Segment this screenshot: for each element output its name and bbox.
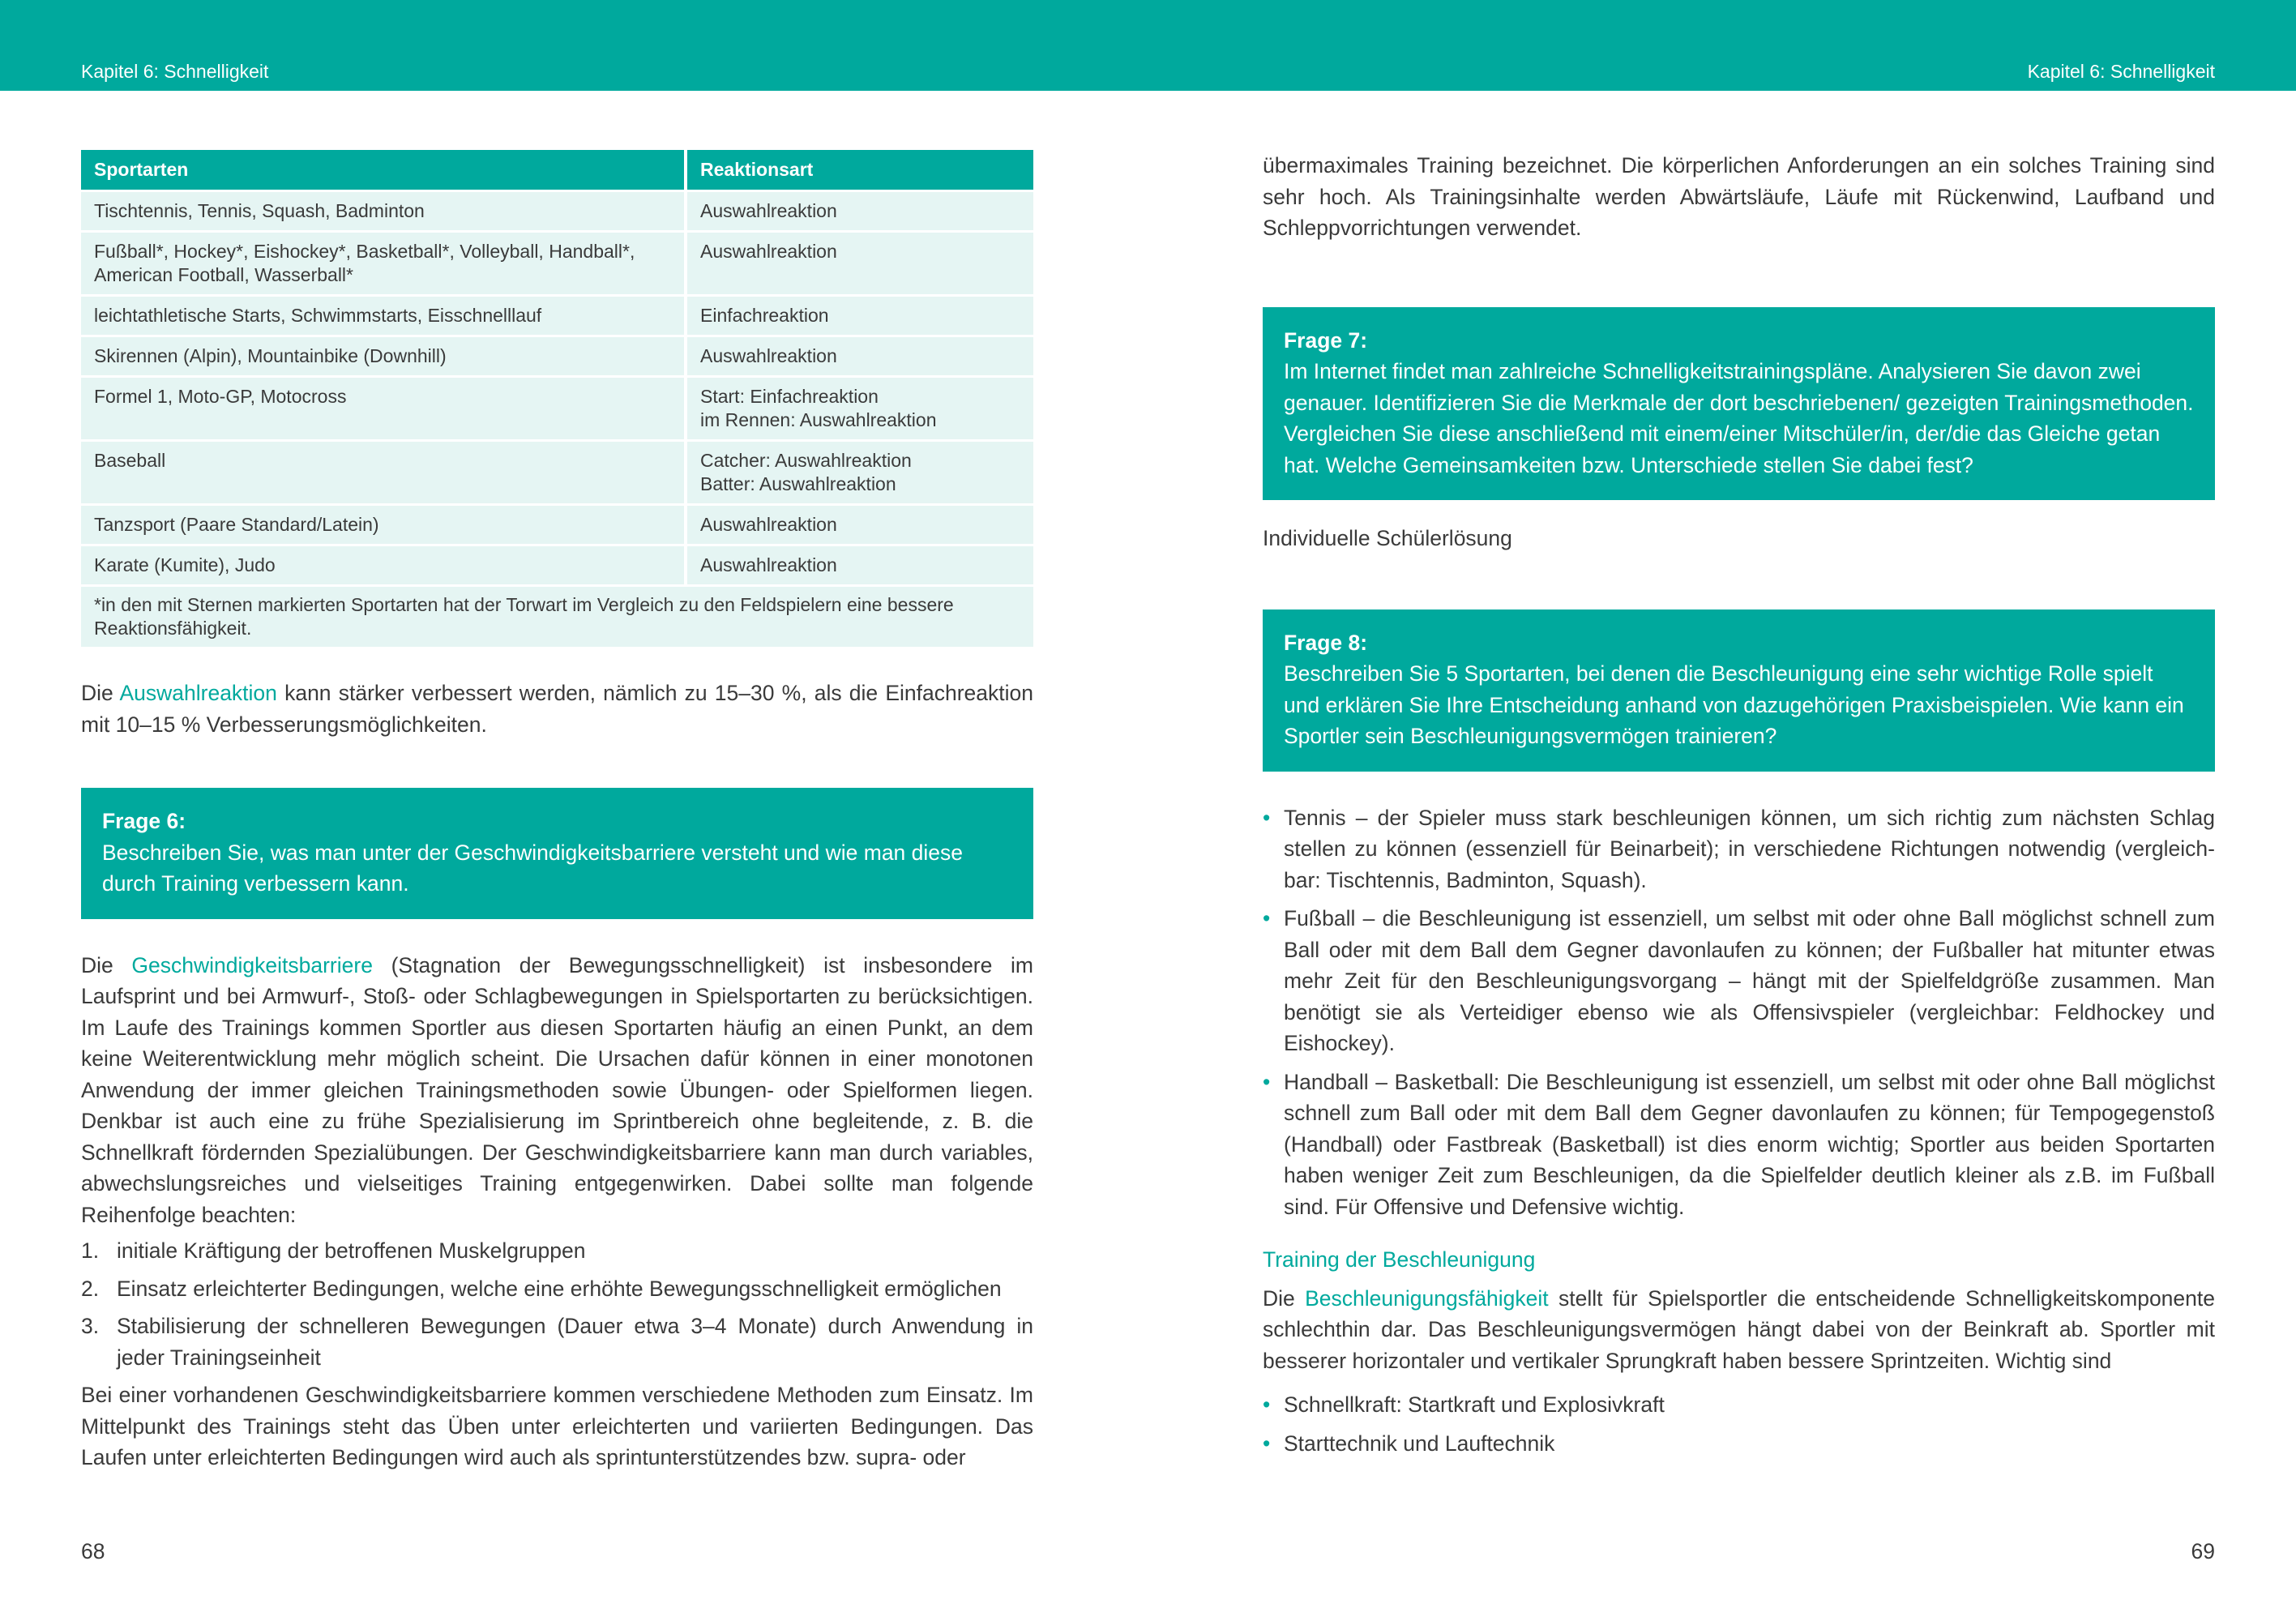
- sports-bullet-list: [1263, 802, 2215, 1223]
- answer-text-7: Individuelle Schülerlösung: [1263, 526, 1512, 550]
- training-bullet-list: [1263, 1389, 2215, 1459]
- page-number-left: 68: [81, 1539, 105, 1563]
- question-body: Beschreiben Sie, was man unter der Geschwindigkeitsbarriere versteht und wie man diese durch Training verbessern kann.: [102, 840, 964, 896]
- steps-list: [81, 1235, 1033, 1373]
- list-item: [1263, 802, 2215, 896]
- question-box-8: [1263, 609, 2215, 772]
- reaction-line: Start: Einfachreaktion: [700, 386, 879, 407]
- question-title: Frage 8:: [1284, 630, 1368, 655]
- list-text: Starttechnik und Lauftechnik: [1284, 1431, 1555, 1456]
- text-run: Die: [1263, 1285, 1306, 1311]
- table-row: [81, 441, 1033, 505]
- list-item: [81, 1235, 1033, 1267]
- table-footnote-row: [81, 586, 1033, 648]
- reaction-line: Batter: Auswahlreaktion: [700, 473, 896, 494]
- list-item: [81, 1311, 1033, 1373]
- text-run: Die: [81, 952, 132, 977]
- list-number: 1.: [81, 1238, 100, 1263]
- list-text: Fußball – die Beschleunigung ist essenziell, um selbst mit oder ohne Ball möglichst schnell zum Ball oder mit dem Ball dem Gegner davonlaufen zu können; der Fußballer hat mitunter etwas mehr Zeit für den Beschleunigungsvorgang – hängt mit der Spielfeldgröße zusammen. Man benötigt sie als Verteidiger ebenso wie als Offensivspieler (vergleichbar: Feldhockey und Eishockey).: [1284, 906, 2215, 1055]
- bullet-icon: •: [1263, 906, 1271, 930]
- list-text: Schnellkraft: Startkraft und Explosivkraft: [1284, 1392, 1665, 1417]
- list-text: Handball – Basketball: Die Beschleunigung ist essenziell, um selbst mit oder ohne Ball möglichst schnell zum Ball oder mit dem Ball dem Gegner davonlaufen zu können; für Tempogegenstoß (Handball) oder Fastbreak (Basketball) ist dies enorm wichtig; Sportler aus beiden Sportarten haben weniger Zeit zum Beschleunigen, da die Spielfelder deutlich kleiner als z.B. im Fußball sind. Für Offensive und Defensive wichtig.: [1284, 1069, 2215, 1219]
- reaction-line: Catcher: Auswahlreaktion: [700, 450, 912, 471]
- table-row: [81, 545, 1033, 586]
- sport-cell: Tanzsport (Paare Standard/Latein): [81, 505, 686, 545]
- sport-cell: Karate (Kumite), Judo: [81, 545, 686, 586]
- sport-cell: Skirennen (Alpin), Mountainbike (Downhill): [81, 336, 686, 377]
- reaction-cell: Auswahlreaktion: [686, 232, 1033, 296]
- sport-cell: Fußball*, Hockey*, Eishockey*, Basketball*, Volleyball, Handball*, American Football, Wasserball*: [81, 232, 686, 296]
- list-text: Einsatz erleichterter Bedingungen, welche eine erhöhte Bewegungsschnelligkeit ermöglichen: [117, 1276, 1002, 1301]
- table-row: [81, 232, 1033, 296]
- list-item: [1263, 1428, 2215, 1460]
- list-item: [1263, 1389, 2215, 1421]
- sport-cell: Baseball: [81, 441, 686, 505]
- bullet-icon: •: [1263, 1069, 1271, 1094]
- highlight-term: Beschleunigungsfähigkeit: [1305, 1285, 1549, 1311]
- column-header-reaction: Reaktionsart: [686, 150, 1033, 191]
- sport-cell: Formel 1, Moto-GP, Motocross: [81, 377, 686, 441]
- table-row: [81, 191, 1033, 232]
- bullet-icon: •: [1263, 1431, 1271, 1456]
- reaction-table: [81, 150, 1033, 647]
- chapter-title-left: Kapitel 6: Schnelligkeit: [81, 61, 269, 82]
- paragraph-geschwindigkeitsbarriere: [81, 950, 1033, 1231]
- question-box-6: [81, 788, 1033, 919]
- question-title: Frage 6:: [102, 809, 186, 833]
- reaction-cell: Auswahlreaktion: [686, 336, 1033, 377]
- chapter-title-right: Kapitel 6: Schnelligkeit: [2027, 61, 2215, 82]
- list-text: Tennis – der Spieler muss stark beschleunigen können, um sich richtig zum nächsten Schlag stellen zu können (essenziell für Beinarbeit); in verschiedene Richtungen notwendig (vergleichbar: Tischtennis, Badminton, Squash).: [1284, 805, 2215, 892]
- list-number: 3.: [81, 1314, 100, 1338]
- text-run: (Stagnation der Bewegungsschnelligkeit) ist insbesondere im Laufsprint und bei Armwurf-, Stoß- oder Schlagbewegungen in Spielsportarten zu berücksichtigen. Im Laufe des Trainings kommen Sportler aus diesen Sportarten häufig an einen Punkt, an dem keine Weiterentwicklung mehr möglich scheint. Die Ursachen dafür können in einer monotonen Anwendung der immer gleichen Trainingsmethoden sowie Übungen- oder Spielformen liegen. Denkbar ist auch eine zu frühe Spezialisierung im Sprintbereich ohne begleitende, z. B. die Schnellkraft fördernden Spezialübungen. Der Geschwindigkeitsbarriere kann man durch variables, abwechslungsreiches und vielseitiges Training entgegenwirken. Dabei sollte man folgende Reihenfolge beachten:: [81, 952, 1033, 1227]
- bullet-icon: •: [1263, 805, 1271, 830]
- sport-cell: Tischtennis, Tennis, Squash, Badminton: [81, 191, 686, 232]
- sport-cell: leichtathletische Starts, Schwimmstarts, Eisschnelllauf: [81, 296, 686, 336]
- text-run: stellt für Spielsportler die entscheidende Schnelligkeitskomponente schlechthin dar. Das Beschleunigungsvermögen hängt dabei von der Beinkraft ab. Sportler mit besserer horizontaler und vertikaler Sprungkraft haben bessere Sprintzeiten. Wichtig sind: [1263, 1285, 2215, 1373]
- reaction-cell: [686, 441, 1033, 505]
- highlight-term: Auswahlreaktion: [119, 681, 277, 705]
- reaction-cell: [686, 377, 1033, 441]
- table-footnote: *in den mit Sternen markierten Sportarten hat der Torwart im Vergleich zu den Feldspielern eine bessere Reaktionsfähigkeit.: [81, 586, 1033, 648]
- list-item: [1263, 1067, 2215, 1223]
- bullet-icon: •: [1263, 1392, 1271, 1417]
- text-run: kann stärker verbessert werden, nämlich zu 15–30 %, als die Einfachreaktion mit 10–15 % Verbesserungsmöglichkeiten.: [81, 681, 1033, 737]
- list-text: initiale Kräftigung der betroffenen Muskelgruppen: [117, 1238, 586, 1263]
- list-text: Stabilisierung der schnelleren Bewegungen (Dauer etwa 3–4 Monate) durch Anwendung in jeder Trainingseinheit: [117, 1314, 1033, 1370]
- table-header-row: [81, 150, 1033, 191]
- question-box-7: [1263, 307, 2215, 501]
- paragraph-methoden: Bei einer vorhandenen Geschwindigkeitsbarriere kommen verschiedene Methoden zum Einsatz. Im Mittelpunkt des Trainings steht das Üben unter erleichterten und variierten Bedingungen. Das Laufen unter erleichterten Bedingungen wird auch als sprintunterstützendes bzw. supra- oder: [81, 1383, 1033, 1469]
- header-bar: [0, 0, 2296, 91]
- question-body: Im Internet findet man zahlreiche Schnelligkeitstrainingspläne. Analysieren Sie davon zwei genauer. Identifizieren Sie die Merkmale der dort beschriebenen/ gezeigten Trainingsmethoden. Vergleichen Sie diese anschließend mit einem/einer Mitschüler/in, der/die das Gleiche getan hat. Welche Gemeinsamkeiten bzw. Unterschiede stellen Sie dabei fest?: [1284, 359, 2194, 477]
- question-title: Frage 7:: [1284, 327, 1368, 353]
- paragraph-beschleunigungsfaehigkeit: [1263, 1283, 2215, 1377]
- reaction-cell: Einfachreaktion: [686, 296, 1033, 336]
- column-header-sport: Sportarten: [81, 150, 686, 191]
- reaction-cell: Auswahlreaktion: [686, 505, 1033, 545]
- right-page: [1263, 150, 2215, 1466]
- reaction-line: im Rennen: Auswahlreaktion: [700, 409, 937, 430]
- list-number: 2.: [81, 1276, 100, 1301]
- paragraph-auswahlreaktion: [81, 678, 1033, 740]
- list-item: [81, 1273, 1033, 1305]
- table-row: [81, 296, 1033, 336]
- reaction-cell: Auswahlreaktion: [686, 191, 1033, 232]
- page-number-right: 69: [2191, 1539, 2215, 1563]
- highlight-term: Geschwindigkeitsbarriere: [131, 952, 373, 977]
- table-row: [81, 377, 1033, 441]
- reaction-cell: Auswahlreaktion: [686, 545, 1033, 586]
- list-item: [1263, 903, 2215, 1059]
- question-body: Beschreiben Sie 5 Sportarten, bei denen die Beschleunigung eine sehr wichtige Rolle spielt und erklären Sie Ihre Entscheidung anhand von dazugehörigen Praxisbeispielen. Wie kann ein Sportler sein Beschleunigungsvermögen trainieren?: [1284, 661, 2184, 748]
- paragraph-uebermaximal: übermaximales Training bezeichnet. Die körperlichen Anforderungen an ein solches Training sind sehr hoch. Als Trainingsinhalte werden Abwärtsläufe, Läufe mit Rückenwind, Laufband und Schleppvorrichtungen verwendet.: [1263, 153, 2215, 240]
- table-row: [81, 505, 1033, 545]
- text-run: Die: [81, 681, 120, 705]
- table-row: [81, 336, 1033, 377]
- section-heading: Training der Beschleunigung: [1263, 1247, 1536, 1272]
- left-page: [81, 150, 1033, 1473]
